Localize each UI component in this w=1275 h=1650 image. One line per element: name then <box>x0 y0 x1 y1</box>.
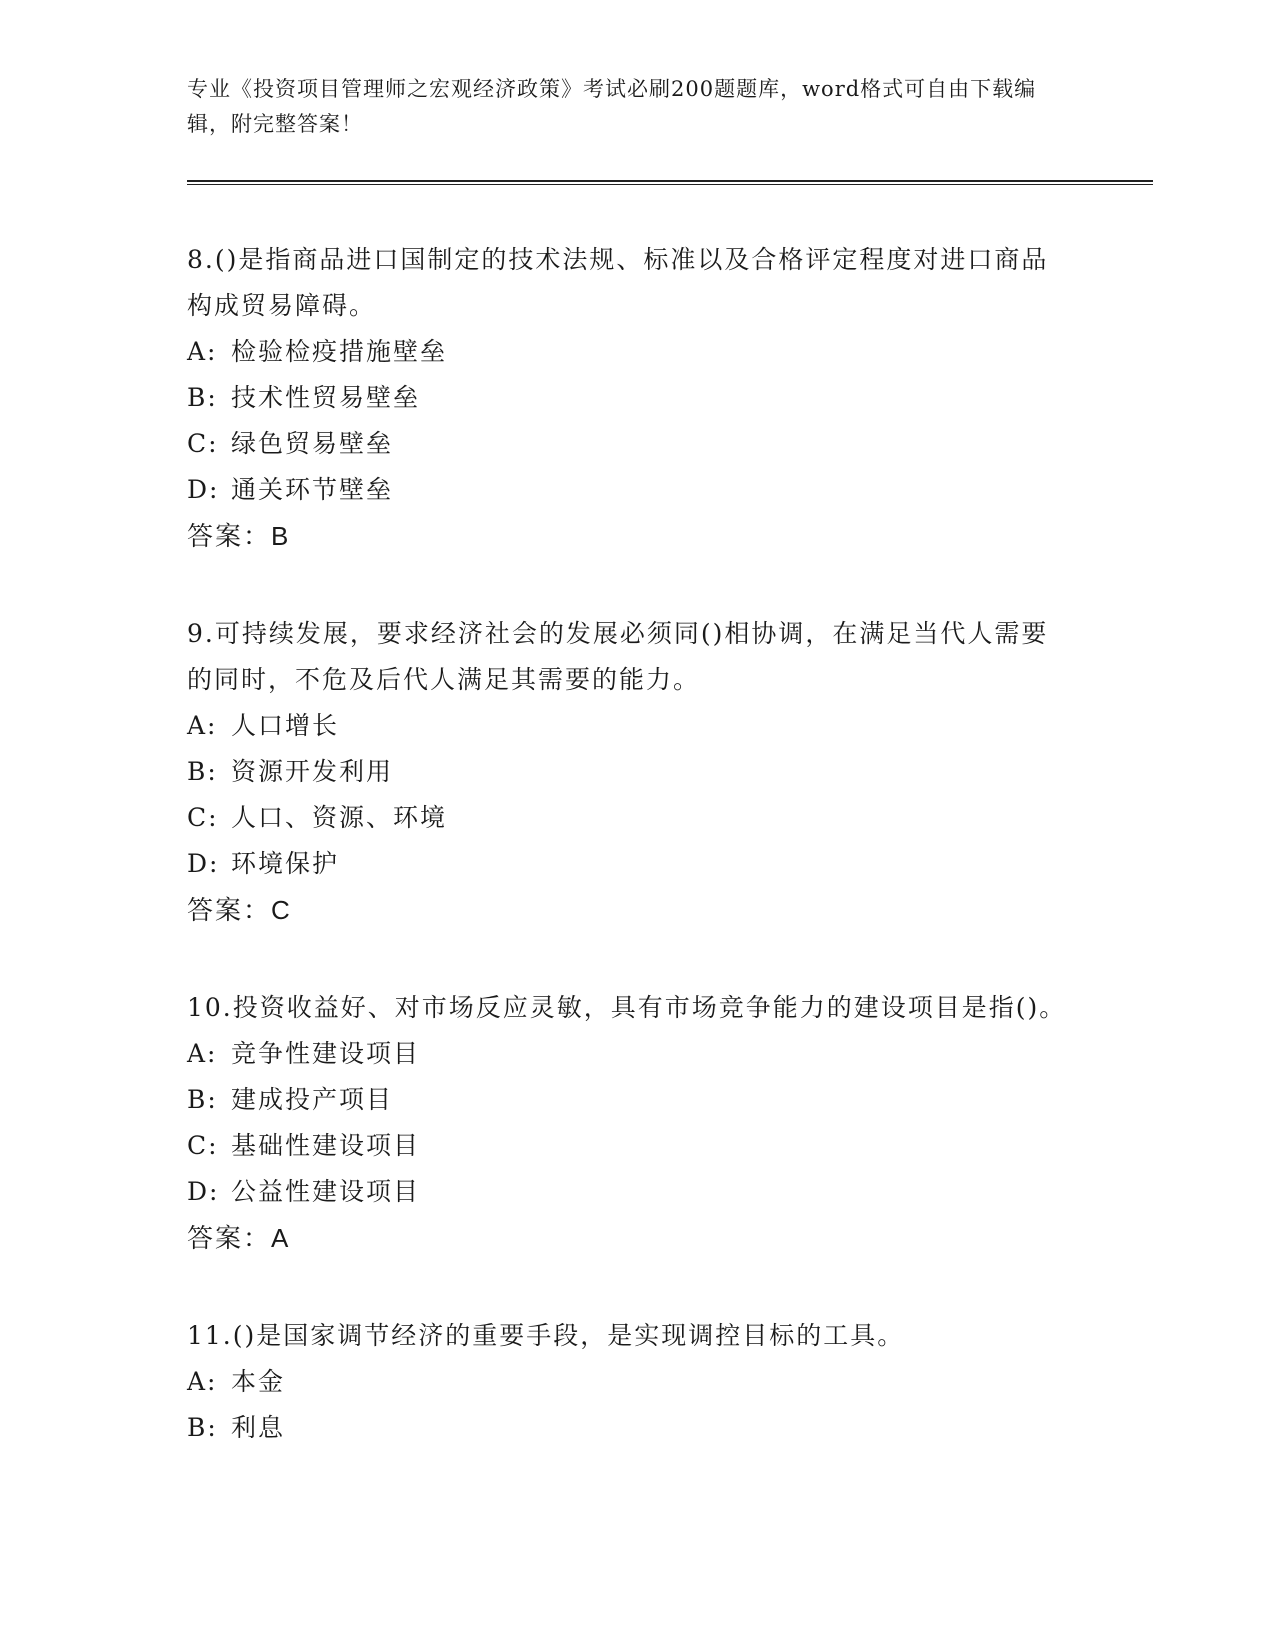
option-text: 资源开发利用 <box>231 757 394 786</box>
option-c <box>187 421 1153 467</box>
question-stem: 10.投资收益好、对市场反应灵敏，具有市场竞争能力的建设项目是指()。 <box>187 993 1067 1022</box>
option-key: D: <box>187 849 220 878</box>
option-text: 竞争性建设项目 <box>231 1039 421 1068</box>
option-text: 绿色贸易壁垒 <box>231 429 394 458</box>
option-key: B: <box>187 383 218 412</box>
document-header: 专业《投资项目管理师之宏观经济政策》考试必刷200题题库，word格式可自由下载编辑，附完整答案！ <box>187 77 1037 136</box>
option-key: C: <box>187 803 219 832</box>
answer-label: 答案： <box>187 1223 272 1253</box>
option-text: 公益性建设项目 <box>231 1177 421 1206</box>
answer-line <box>187 1215 1153 1261</box>
option-key: C: <box>187 429 219 458</box>
option-text: 通关环节壁垒 <box>231 475 394 504</box>
document-page <box>187 72 1153 1451</box>
option-a <box>187 703 1153 749</box>
option-text: 利息 <box>231 1413 286 1442</box>
option-text: 环境保护 <box>231 849 340 878</box>
option-b <box>187 1077 1153 1123</box>
option-key: B: <box>187 757 218 786</box>
answer-value: A <box>271 1223 289 1253</box>
option-key: D: <box>187 475 220 504</box>
question-8 <box>187 237 1153 559</box>
option-c <box>187 1123 1153 1169</box>
option-key: A: <box>187 1039 218 1068</box>
option-a <box>187 329 1153 375</box>
option-key: A: <box>187 1367 218 1396</box>
option-key: B: <box>187 1085 218 1114</box>
option-a <box>187 1031 1153 1077</box>
option-d <box>187 467 1153 513</box>
option-b <box>187 749 1153 795</box>
question-11 <box>187 1313 1153 1451</box>
answer-label: 答案： <box>187 895 272 925</box>
option-text: 建成投产项目 <box>231 1085 394 1114</box>
answer-value: C <box>271 895 290 925</box>
question-stem: 11.()是国家调节经济的重要手段，是实现调控目标的工具。 <box>187 1321 905 1350</box>
option-text: 技术性贸易壁垒 <box>231 383 421 412</box>
header-divider <box>187 180 1153 185</box>
option-key: A: <box>187 711 218 740</box>
question-10 <box>187 985 1153 1261</box>
option-key: C: <box>187 1131 219 1160</box>
option-d <box>187 841 1153 887</box>
option-b <box>187 375 1153 421</box>
answer-label: 答案： <box>187 521 272 551</box>
option-text: 人口增长 <box>231 711 340 740</box>
option-text: 本金 <box>231 1367 286 1396</box>
option-d <box>187 1169 1153 1215</box>
question-stem: 9.可持续发展，要求经济社会的发展必须同()相协调，在满足当代人需要的同时，不危及后代人满足其需要的能力。 <box>187 619 1049 694</box>
answer-line <box>187 513 1153 559</box>
option-key: A: <box>187 337 218 366</box>
question-stem: 8.()是指商品进口国制定的技术法规、标准以及合格评定程度对进口商品构成贸易障碍。 <box>187 245 1049 320</box>
option-a <box>187 1359 1153 1405</box>
answer-value: B <box>271 521 289 551</box>
question-9 <box>187 611 1153 933</box>
option-key: D: <box>187 1177 220 1206</box>
option-text: 基础性建设项目 <box>231 1131 421 1160</box>
option-c <box>187 795 1153 841</box>
option-key: B: <box>187 1413 218 1442</box>
answer-line <box>187 887 1153 933</box>
option-text: 人口、资源、环境 <box>231 803 448 832</box>
option-b <box>187 1405 1153 1451</box>
option-text: 检验检疫措施壁垒 <box>231 337 448 366</box>
